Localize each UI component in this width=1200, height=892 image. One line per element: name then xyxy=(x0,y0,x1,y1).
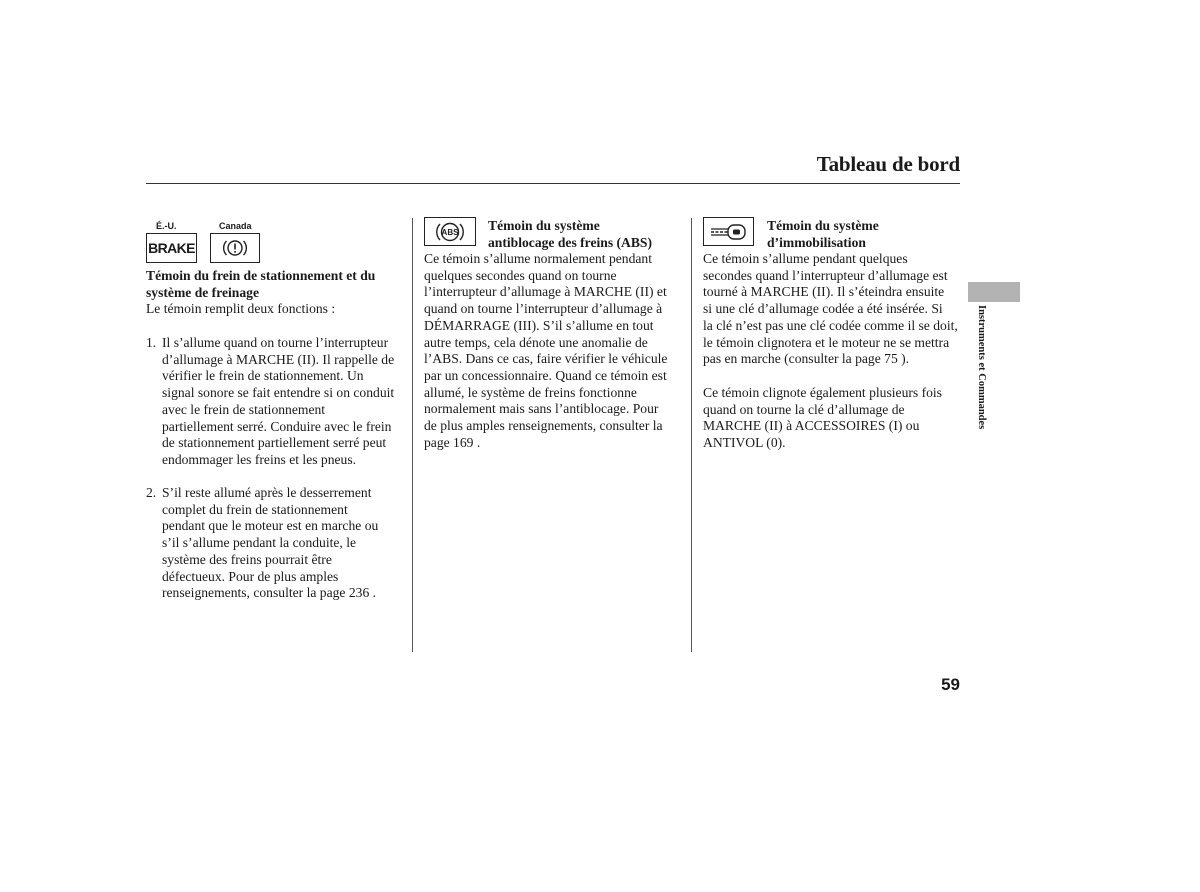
column-divider-2 xyxy=(691,218,692,652)
brake-warning-indicator xyxy=(210,233,260,263)
immobilizer-section-body-2: Ce témoin clignote également plusieurs fois quand on tourne la clé d’allumage de MARCHE (II) à ACCESSOIRES (I) ou ANTIVOL (0). xyxy=(703,385,942,451)
list-item xyxy=(146,335,396,467)
brake-indicator xyxy=(146,233,197,263)
brake-section-intro: Le témoin remplit deux fonctions : xyxy=(146,301,336,316)
label-us: É.-U. xyxy=(156,221,177,231)
svg-text:ABS: ABS xyxy=(441,227,459,237)
brake-section-heading: Témoin du frein de stationnement et du système de freinage xyxy=(146,268,376,300)
header-divider xyxy=(146,183,960,184)
section-tab xyxy=(968,282,1020,302)
abs-section-heading: Témoin du système antiblocage des freins (ABS) xyxy=(488,218,653,250)
immobilizer-section-body: Ce témoin s’allume pendant quelques secondes quand l’interrupteur d’allumage est tourné à MARCHE (II). Il s’éteindra ensuite si une clé d’allumage codée a été insérée. Si la clé n’est pas une clé codée comme il se doit, le témoin clignotera et le moteur ne se mettra pas en marche (consulter la page 75 ). xyxy=(703,251,958,367)
brake-warning-icon xyxy=(220,237,250,259)
abs-indicator xyxy=(424,217,476,246)
list-item-body: Il s’allume quand on tourne l’interrupteur d’allumage à MARCHE (II). Il rappelle de vérifier le frein de stationnement. Un signal sonore se fait entendre si on conduit avec le frein de stationnement partiellement serré. Conduire avec le frein de stationnement partiellement serré peut endommager les freins et les pneus. xyxy=(162,335,395,467)
list-item-body: S’il reste allumé après le desserrement complet du frein de stationnement pendant que le moteur est en marche ou s’il s’allume pendant la conduite, le système des freins pourrait être défectueux. Pour de plus amples renseignements, consulter la page 236 . xyxy=(162,485,379,601)
page-title: Tableau de bord xyxy=(816,152,960,176)
immobilizer-indicator xyxy=(703,217,754,246)
immobilizer-section-heading: Témoin du système d’immobilisation xyxy=(767,218,879,250)
label-canada: Canada xyxy=(219,221,252,231)
list-item-number: 1. xyxy=(146,335,157,350)
key-icon xyxy=(708,222,750,242)
abs-section-body: Ce témoin s’allume normalement pendant quelques secondes quand on tourne l’interrupteur d’allumage à MARCHE (II) et quand on tourne l’interrupteur d’allumage à DÉMARRAGE (III). S’il s’allume en tout autre temps, cela dénote une anomalie de l’ABS. Dans ce cas, faire vérifier le véhicule par un concessionnaire. Quand ce témoin est allumé, le système de freins fonctionne normalement mais sans l’antiblocage. Pour de plus amples renseignements, consulter la page 169 . xyxy=(424,251,668,450)
brake-indicator-text: BRAKE xyxy=(148,240,195,256)
column-divider-1 xyxy=(412,218,413,652)
list-item-number: 2. xyxy=(146,485,157,500)
page-number: 59 xyxy=(941,675,960,694)
abs-icon xyxy=(433,220,467,244)
section-tab-label: Instruments et Commandes xyxy=(976,305,987,430)
list-item xyxy=(146,485,396,601)
